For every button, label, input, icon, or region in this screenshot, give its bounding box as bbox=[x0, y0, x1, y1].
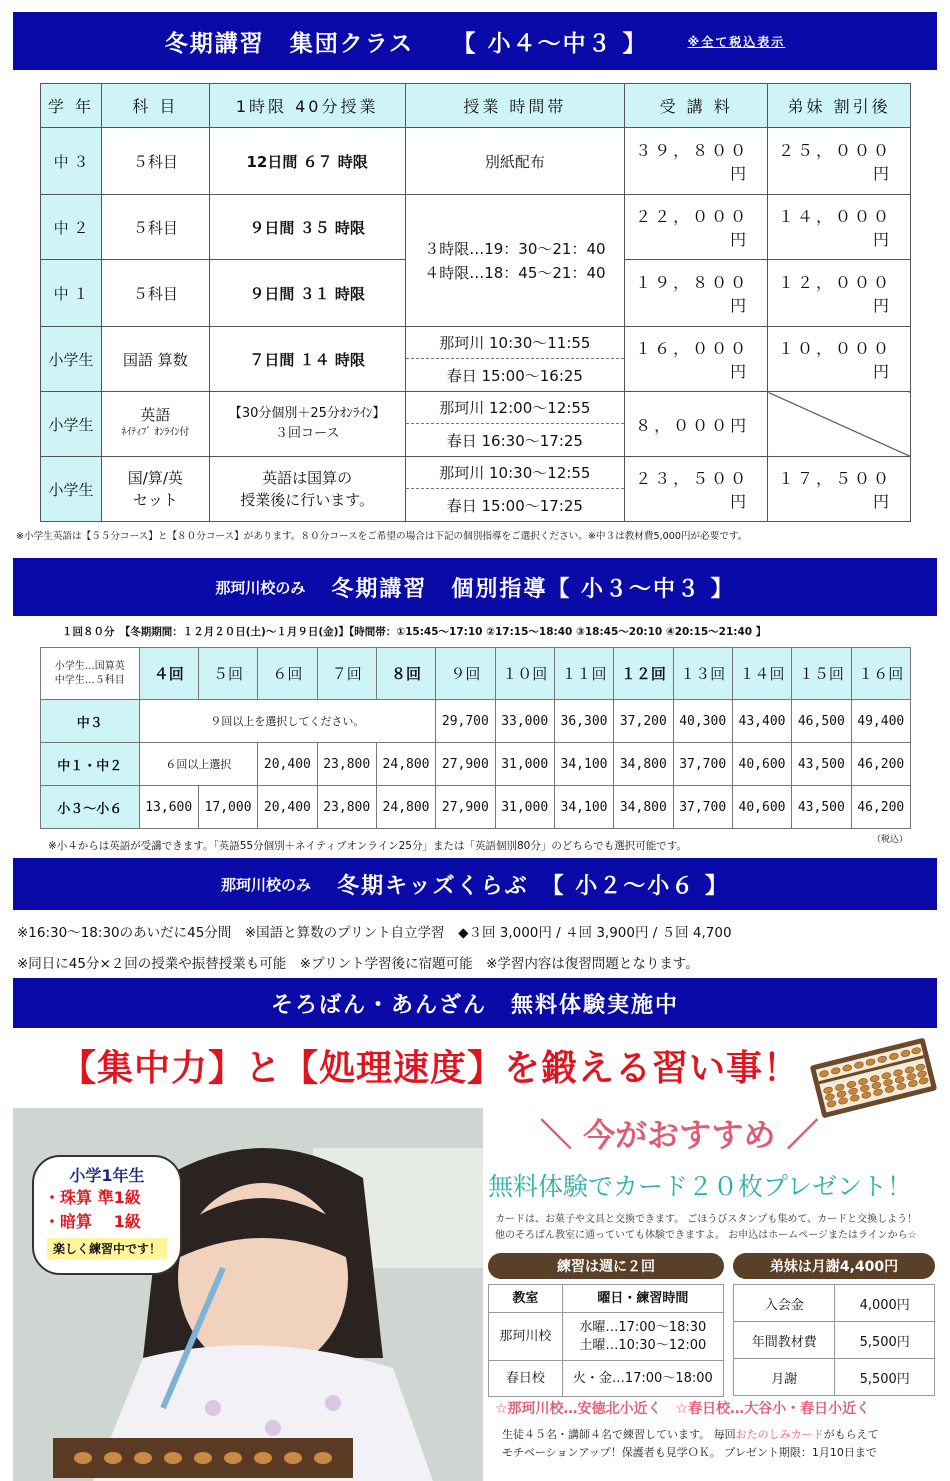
individual-lesson-info: １回８０分 【冬期期間：１２月２０日(土)～１月９日(金)】【時間帯：①15:45～17:10 ②17:15～18:40 ③18:45～20:10 ④20:15～21:40 】 bbox=[62, 626, 767, 638]
schedule-time bbox=[562, 1313, 723, 1361]
table-row bbox=[41, 786, 911, 829]
hours-cell: ９日間 ３１ 時限 bbox=[209, 260, 405, 327]
callout-mental-grade: ・暗算 1級 bbox=[44, 1212, 141, 1231]
corner-elementary: 小学生…国算英 bbox=[54, 660, 125, 672]
price-cell: 27,900 bbox=[436, 743, 495, 786]
price-cell: 49,400 bbox=[851, 700, 911, 743]
row-label: 中３ bbox=[41, 700, 140, 743]
banner-title: 冬期講習 個別指導【 小３～中３ 】 bbox=[331, 576, 735, 602]
table-row bbox=[41, 327, 911, 359]
time-cell-kasuga: 春日 16:30～17:25 bbox=[405, 424, 625, 457]
col-header: １４回 bbox=[732, 648, 791, 700]
subject-cell: ５科目 bbox=[101, 128, 209, 195]
col-header: １３回 bbox=[673, 648, 732, 700]
header-hours: 1時限 40分授業 bbox=[209, 84, 405, 128]
table-row bbox=[489, 1313, 724, 1361]
time-cell-kasuga: 春日 15:00～17:25 bbox=[405, 489, 625, 522]
col-header: ５回 bbox=[198, 648, 257, 700]
subject-cell: 国語 算数 bbox=[101, 327, 209, 392]
hours-cell bbox=[209, 457, 405, 522]
price-cell: 46,200 bbox=[851, 743, 911, 786]
schedule-time-wed: 水曜…17:00～18:30 bbox=[579, 1319, 707, 1335]
table-row bbox=[41, 743, 911, 786]
schedule-table bbox=[488, 1284, 724, 1397]
price-cell: 36,300 bbox=[554, 700, 613, 743]
time-cell-kasuga: 春日 15:00～16:25 bbox=[405, 359, 625, 392]
table-row bbox=[489, 1361, 724, 1397]
winter-group-class-banner bbox=[13, 12, 937, 70]
soroban-banner bbox=[13, 978, 937, 1028]
col-header: ７回 bbox=[317, 648, 376, 700]
price-cell: 46,200 bbox=[851, 786, 911, 829]
selection-note: ６回以上選択 bbox=[139, 743, 258, 786]
price-cell: 13,600 bbox=[139, 786, 198, 829]
fee-label: 月謝 bbox=[734, 1359, 835, 1396]
fee-cell: ３９，８００円 bbox=[625, 128, 768, 195]
price-cell: 34,100 bbox=[554, 743, 613, 786]
discount-cell: １７，５００円 bbox=[768, 457, 911, 522]
discount-cell: ２５，０００円 bbox=[768, 128, 911, 195]
kids-club-line-1: ※16:30～18:30のあいだに45分間 ※国語と算数のプリント自立学習 ◆３回 3,000円 / ４回 3,900円 / ５回 4,700 bbox=[17, 925, 732, 941]
table-row bbox=[41, 457, 911, 489]
table-row bbox=[41, 392, 911, 424]
individual-lesson-banner bbox=[13, 558, 937, 616]
fee-label: 入会金 bbox=[734, 1285, 835, 1322]
schedule-time: 火・金…17:00～18:00 bbox=[562, 1361, 723, 1397]
hours-cell: ７日間 １４ 時限 bbox=[209, 327, 405, 392]
col-header: １１回 bbox=[554, 648, 613, 700]
price-cell: 40,600 bbox=[732, 786, 791, 829]
header-discount: 弟妹 割引後 bbox=[768, 84, 911, 128]
price-cell: 37,200 bbox=[614, 700, 673, 743]
individual-price-table bbox=[40, 647, 911, 829]
fee-cell: ２３，５００円 bbox=[625, 457, 768, 522]
subject-main: 英語 bbox=[140, 406, 171, 424]
school-locations: ☆那珂川校…安徳北小近く ☆春日校…大谷小・春日小近く bbox=[495, 1401, 871, 1417]
price-cell: 24,800 bbox=[376, 743, 435, 786]
col-header: １２回 bbox=[614, 648, 673, 700]
bottom-note-1c: がもらえて bbox=[823, 1428, 879, 1441]
time-cell-nakagawa: 那珂川 10:30～12:55 bbox=[405, 457, 625, 489]
group-class-footnote: ※小学生英語は【５５分コース】と【８０分コース】があります。８０分コースをご希望の場合は下記の個別指導をご選択ください。※中３は教材費5,000円が必要です。 bbox=[16, 531, 748, 542]
col-header: ８回 bbox=[376, 648, 435, 700]
fee-label: 年間教材費 bbox=[734, 1322, 835, 1359]
price-cell: 23,800 bbox=[317, 743, 376, 786]
price-cell: 37,700 bbox=[673, 743, 732, 786]
subject-cell bbox=[101, 392, 209, 457]
subject-main: 国/算/英 bbox=[127, 469, 183, 487]
header-fee: 受 講 料 bbox=[625, 84, 768, 128]
kids-club-banner bbox=[13, 858, 937, 910]
schedule-room: 那珂川校 bbox=[489, 1313, 563, 1361]
grade-cell: 中 ２ bbox=[41, 195, 102, 260]
grade-cell: 小学生 bbox=[41, 457, 102, 522]
col-header: ９回 bbox=[436, 648, 495, 700]
time-3-periods: ３時限…19：30～21：40 bbox=[424, 239, 606, 258]
kids-club-line-2: ※同日に45分×２回の授業や振替授業も可能 ※プリント学習後に宿題可能 ※学習内容は復習問題となります。 bbox=[17, 956, 699, 972]
discount-cell: １２，０００円 bbox=[768, 260, 911, 327]
corner-junior: 中学生…５科目 bbox=[54, 674, 125, 686]
callout-title: 小学1年生 bbox=[69, 1166, 145, 1185]
row-label: 小３～小６ bbox=[41, 786, 140, 829]
nakagawa-only-label: 那珂川校のみ bbox=[221, 875, 312, 894]
header-time: 授業 時間帯 bbox=[405, 84, 625, 128]
price-cell: 20,400 bbox=[258, 743, 317, 786]
price-cell: 43,500 bbox=[792, 743, 851, 786]
hours-cell: ９日間 ３５ 時限 bbox=[209, 195, 405, 260]
time-4-periods: ４時限…18：45～21：40 bbox=[424, 263, 606, 282]
grade-cell: 中 １ bbox=[41, 260, 102, 327]
schedule-header-room: 教室 bbox=[489, 1285, 563, 1313]
subject-sub: セット bbox=[132, 491, 178, 509]
price-cell: 34,800 bbox=[614, 786, 673, 829]
subject-cell: ５科目 bbox=[101, 195, 209, 260]
discount-cell: １０，０００円 bbox=[768, 327, 911, 392]
header-grade: 学 年 bbox=[41, 84, 102, 128]
col-header: １５回 bbox=[792, 648, 851, 700]
table-row bbox=[41, 195, 911, 260]
price-cell: 33,000 bbox=[495, 700, 554, 743]
individual-footnote: ※小４からは英語が受講できます。「英語55分個別＋ネイティブオンライン25分」または「英語個別80分」のどちらでも選択可能です。 bbox=[48, 840, 687, 852]
fee-value: 5,500円 bbox=[835, 1322, 935, 1359]
callout-subtitle: 楽しく練習中です！ bbox=[47, 1238, 167, 1259]
student-achievement-callout bbox=[32, 1155, 182, 1275]
table-row bbox=[41, 128, 911, 195]
fee-cell: ２２，０００円 bbox=[625, 195, 768, 260]
col-header: １６回 bbox=[851, 648, 911, 700]
fee-value: 4,000円 bbox=[835, 1285, 935, 1322]
fun-card-label: おたのしみカード bbox=[735, 1428, 824, 1441]
table-header-row bbox=[41, 84, 911, 128]
col-header: １０回 bbox=[495, 648, 554, 700]
tax-included-note: ※全て税込表示 bbox=[687, 34, 786, 49]
bottom-note-line-1 bbox=[502, 1426, 879, 1444]
bottom-note-1a: 生徒４５名・講師４名で練習しています。 毎回 bbox=[502, 1428, 736, 1441]
price-cell: 43,400 bbox=[732, 700, 791, 743]
discount-cell-empty bbox=[768, 392, 911, 457]
price-cell: 37,700 bbox=[673, 786, 732, 829]
grade-cell: 小学生 bbox=[41, 327, 102, 392]
table-row bbox=[734, 1322, 935, 1359]
header-subject: 科 目 bbox=[101, 84, 209, 128]
schedule-room: 春日校 bbox=[489, 1361, 563, 1397]
price-cell: 46,500 bbox=[792, 700, 851, 743]
table-row bbox=[489, 1285, 724, 1313]
price-cell: 40,300 bbox=[673, 700, 732, 743]
nakagawa-only-label: 那珂川校のみ bbox=[215, 578, 306, 597]
bottom-note-line-2: モチベーションアップ！保護者も見学ＯＫ。 プレゼント期限：1月10日まで bbox=[502, 1446, 877, 1459]
fee-table bbox=[733, 1284, 935, 1396]
fee-cell: ８，０００円 bbox=[625, 392, 768, 457]
subject-cell: ５科目 bbox=[101, 260, 209, 327]
price-cell: 20,400 bbox=[258, 786, 317, 829]
practice-frequency-pill: 練習は週に２回 bbox=[488, 1253, 724, 1279]
fee-value: 5,500円 bbox=[835, 1359, 935, 1396]
price-cell: 34,100 bbox=[554, 786, 613, 829]
present-heading: 無料体験でカード２０枚プレゼント！ bbox=[488, 1172, 913, 1201]
price-cell: 29,700 bbox=[436, 700, 495, 743]
table-row bbox=[734, 1359, 935, 1396]
banner-title: 冬期キッズくらぶ 【 小２～小６ 】 bbox=[337, 873, 729, 899]
abacus-icon bbox=[808, 1033, 938, 1119]
bottom-note bbox=[502, 1426, 879, 1462]
group-class-table bbox=[40, 83, 911, 522]
recommend-heading: ＼ 今がおすすめ ／ bbox=[540, 1116, 819, 1154]
table-row bbox=[41, 700, 911, 743]
selection-note: ９回以上を選択してください。 bbox=[139, 700, 436, 743]
price-cell: 31,000 bbox=[495, 743, 554, 786]
time-cell: 別紙配布 bbox=[405, 128, 625, 195]
price-cell: 40,600 bbox=[732, 743, 791, 786]
price-cell: 31,000 bbox=[495, 786, 554, 829]
banner-title: そろばん・あんざん 無料体験実施中 bbox=[270, 992, 679, 1018]
course-corner-cell bbox=[41, 648, 140, 700]
card-note-line-1: カードは、お菓子や文具と交換できます。 ごほうびスタンプも集めて、カードと交換しよう！ bbox=[495, 1214, 918, 1225]
card-note bbox=[495, 1212, 917, 1244]
hours-cell bbox=[209, 392, 405, 457]
grade-cell: 中 ３ bbox=[41, 128, 102, 195]
subject-cell bbox=[101, 457, 209, 522]
price-cell: 23,800 bbox=[317, 786, 376, 829]
hours-cell: 12日間 ６７ 時限 bbox=[209, 128, 405, 195]
col-header: ６回 bbox=[258, 648, 317, 700]
hours-main: 英語は国算の bbox=[262, 469, 353, 487]
callout-abacus-grade: ・珠算 準1級 bbox=[44, 1188, 141, 1207]
hours-main: 【30分個別＋25分ｵﾝﾗｲﾝ】 bbox=[228, 406, 386, 421]
time-cell-shared bbox=[405, 195, 625, 327]
discount-cell: １４，０００円 bbox=[768, 195, 911, 260]
count-header-row bbox=[41, 648, 911, 700]
soroban-headline: 【集中力】と【処理速度】を鍛える習い事！ bbox=[60, 1048, 801, 1089]
time-cell-nakagawa: 那珂川 10:30～11:55 bbox=[405, 327, 625, 359]
table-row bbox=[734, 1285, 935, 1322]
schedule-time-sat: 土曜…10:30～12:00 bbox=[579, 1337, 707, 1353]
price-cell: 24,800 bbox=[376, 786, 435, 829]
sibling-fee-pill: 弟妹は月謝4,400円 bbox=[733, 1253, 935, 1279]
hours-sub: ３回コース bbox=[274, 426, 340, 441]
tax-note: （税込） bbox=[872, 835, 909, 845]
schedule-header-time: 曜日・練習時間 bbox=[562, 1285, 723, 1313]
subject-sub: ﾈｲﾃｨﾌﾞ ｵﾝﾗｲﾝ付 bbox=[121, 427, 190, 438]
grade-cell: 小学生 bbox=[41, 392, 102, 457]
hours-sub: 授業後に行います。 bbox=[240, 491, 375, 509]
fee-cell: １９，８００円 bbox=[625, 260, 768, 327]
row-label: 中１・中２ bbox=[41, 743, 140, 786]
time-cell-nakagawa: 那珂川 12:00～12:55 bbox=[405, 392, 625, 424]
price-cell: 34,800 bbox=[614, 743, 673, 786]
price-cell: 17,000 bbox=[198, 786, 257, 829]
banner-title: 冬期講習 集団クラス 【 小４～中３ 】 bbox=[164, 30, 648, 57]
price-cell: 27,900 bbox=[436, 786, 495, 829]
col-header: ４回 bbox=[139, 648, 198, 700]
fee-cell: １６，０００円 bbox=[625, 327, 768, 392]
card-note-line-2: 他のそろばん教室に通っていても体験できますよ。 お申込はホームページまたはラインから☆ bbox=[495, 1230, 917, 1241]
price-cell: 43,500 bbox=[792, 786, 851, 829]
